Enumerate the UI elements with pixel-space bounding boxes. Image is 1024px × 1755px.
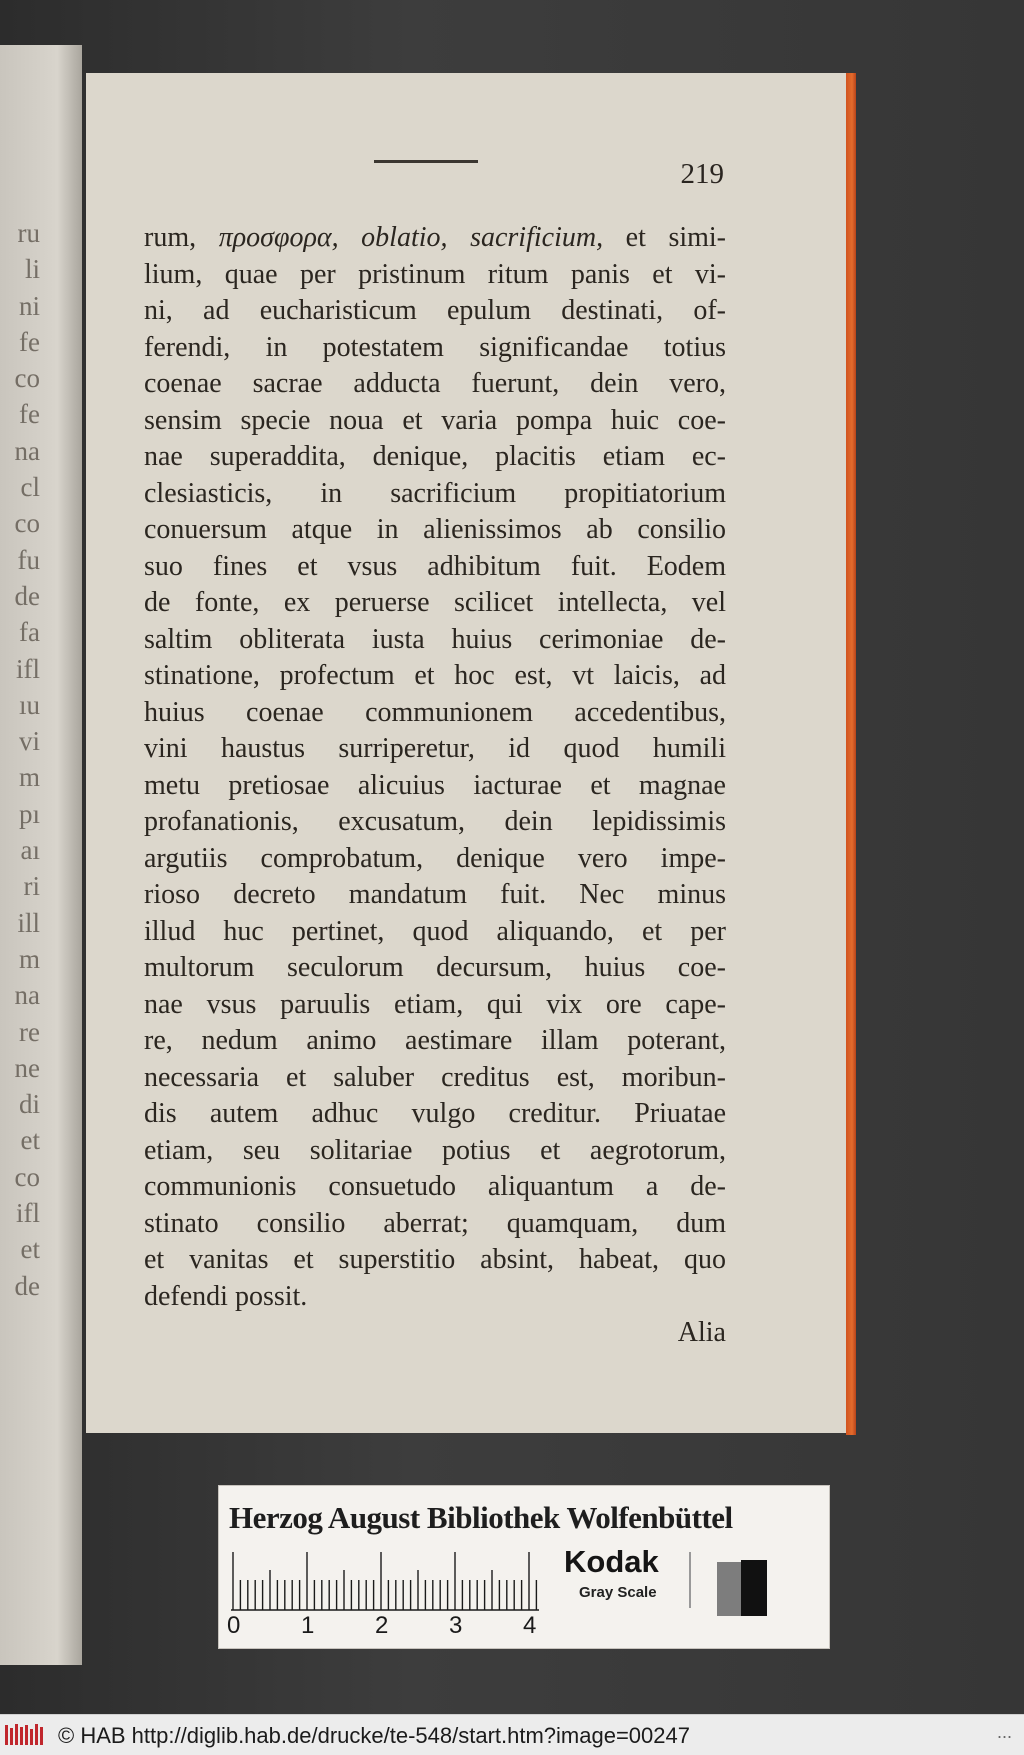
facing-fragment: ri [23, 871, 40, 902]
facing-fragment: co [14, 1161, 40, 1192]
facing-fragment: co [14, 363, 40, 394]
facing-fragment: na [14, 435, 40, 466]
facing-fragment: cl [20, 472, 40, 503]
text-line: re, nedum animo aestimare illam poterant, [144, 1025, 726, 1056]
text-line: ferendi, in potestatem significandae totius [144, 331, 726, 363]
text-line: defendi possit. [144, 1280, 308, 1312]
color-calibration-target [218, 1485, 830, 1649]
facing-fragment: de [14, 1270, 40, 1301]
text-line: saltim obliterata iusta huius cerimoniae de- [144, 623, 726, 655]
text-line: conuersum atque in alienissimos ab consilio [144, 514, 726, 545]
facing-fragment: ıu [18, 689, 40, 720]
text-line: coenae sacrae adducta fuerunt, dein vero, [144, 368, 726, 399]
facing-fragment: m [18, 762, 40, 793]
text-line: etiam, seu solitariae potius et aegrotorum, [144, 1134, 726, 1166]
text-line: de fonte, ex peruerse scilicet intellecta, vel [144, 587, 726, 618]
text-line: clesiasticis, in sacrificium propitiatorium [144, 477, 726, 509]
page-body-text [144, 220, 726, 1352]
facing-fragment: de [14, 580, 40, 611]
text-segment: rum, [144, 222, 219, 253]
facing-fragment: co [14, 508, 40, 539]
ruler-label: 2 [375, 1612, 389, 1639]
text-line: et vanitas et superstitio absint, habeat, quo [144, 1244, 726, 1275]
text-line: illud huc pertinet, quod aliquando, et per [144, 915, 726, 947]
text-line: communionis consuetudo aliquantum a de- [144, 1171, 726, 1202]
text-line: profanationis, excusatum, dein lepidissimis [144, 806, 726, 837]
facing-fragment: ifl [16, 653, 40, 684]
hab-logo-icon [4, 1723, 46, 1747]
facing-fragment: fu [17, 544, 40, 575]
text-line: rioso decreto mandatum fuit. Nec minus [144, 879, 726, 910]
text-line: argutiis comprobatum, denique vero impe- [144, 842, 726, 874]
text-line: ni, ad eucharisticum epulum destinati, of- [144, 295, 726, 326]
page-number: 219 [680, 158, 724, 190]
facing-page-edge [0, 45, 82, 1665]
text-line: multorum seculorum decursum, huius coe- [144, 952, 726, 983]
text-line: huius coenae communionem accedentibus, [144, 696, 726, 728]
ruler-scale [231, 1552, 541, 1612]
source-url[interactable]: © HAB http://diglib.hab.de/drucke/te-548/start.htm?image=00247 [58, 1723, 690, 1748]
facing-fragment: vi [18, 726, 40, 757]
facing-fragment: fe [19, 399, 40, 430]
facing-fragment: et [20, 1125, 40, 1156]
page-red-edge [846, 73, 856, 1435]
facing-fragment: aı [20, 835, 40, 866]
facing-fragment: pı [18, 798, 40, 829]
facing-fragment: ill [17, 907, 40, 938]
facing-fragment: re [19, 1016, 40, 1047]
black-patch [741, 1560, 767, 1616]
text-line: lium, quae per pristinum ritum panis et vi- [144, 258, 726, 290]
facing-fragment: fa [19, 617, 40, 648]
text-line: stinatione, profectum et hoc est, vt laicis, ad [144, 660, 726, 691]
ruler-labels [219, 1612, 559, 1642]
ruler-label: 0 [227, 1612, 241, 1639]
viewer-footer [0, 1714, 1024, 1755]
facing-fragment: li [24, 254, 40, 285]
gray-patch [717, 1562, 743, 1616]
text-line: nae vsus paruulis etiam, qui vix ore cape- [144, 988, 726, 1020]
ruler-label: 1 [301, 1612, 315, 1639]
text-line: necessaria et saluber creditus est, moribun- [144, 1061, 726, 1093]
text-line: sensim specie noua et varia pompa huic coe- [144, 404, 726, 436]
facing-fragment: ru [17, 218, 40, 248]
kodak-brand: Kodak [564, 1544, 659, 1579]
facing-fragment: m [18, 943, 40, 974]
text-segment: προσφορα, oblatio, sacrificium, [218, 222, 604, 253]
text-line [144, 220, 726, 257]
text-line: metu pretiosae alicuius iacturae et magnae [144, 769, 726, 801]
text-line: stinato consilio aberrat; quamquam, dum [144, 1207, 726, 1239]
ruler-label: 4 [523, 1612, 537, 1639]
more-icon[interactable]: ... [996, 1722, 1012, 1742]
facing-fragment: di [18, 1089, 40, 1120]
library-name: Herzog August Bibliothek Wolfenbüttel [229, 1500, 733, 1535]
text-line: vini haustus surriperetur, id quod humili [144, 733, 726, 764]
text-segment: et simi- [603, 222, 726, 253]
text-line: nae superaddita, denique, placitis etiam ec- [144, 441, 726, 472]
facing-page-text-fragments [0, 215, 40, 1304]
facing-fragment: ne [14, 1052, 40, 1083]
kodak-product: Gray Scale [579, 1584, 657, 1601]
ruler-label: 3 [449, 1612, 463, 1639]
text-line: dis autem adhuc vulgo creditur. Priuatae [144, 1098, 726, 1129]
target-separator [689, 1552, 691, 1608]
facing-fragment: ifl [16, 1198, 40, 1229]
facing-fragment: fe [19, 326, 40, 357]
catchword: Alia [677, 1317, 726, 1348]
facing-fragment: na [14, 980, 40, 1011]
header-rule [374, 160, 478, 163]
text-line: suo fines et vsus adhibitum fuit. Eodem [144, 550, 726, 582]
facing-fragment: et [20, 1234, 40, 1265]
facing-fragment: ni [18, 290, 40, 321]
